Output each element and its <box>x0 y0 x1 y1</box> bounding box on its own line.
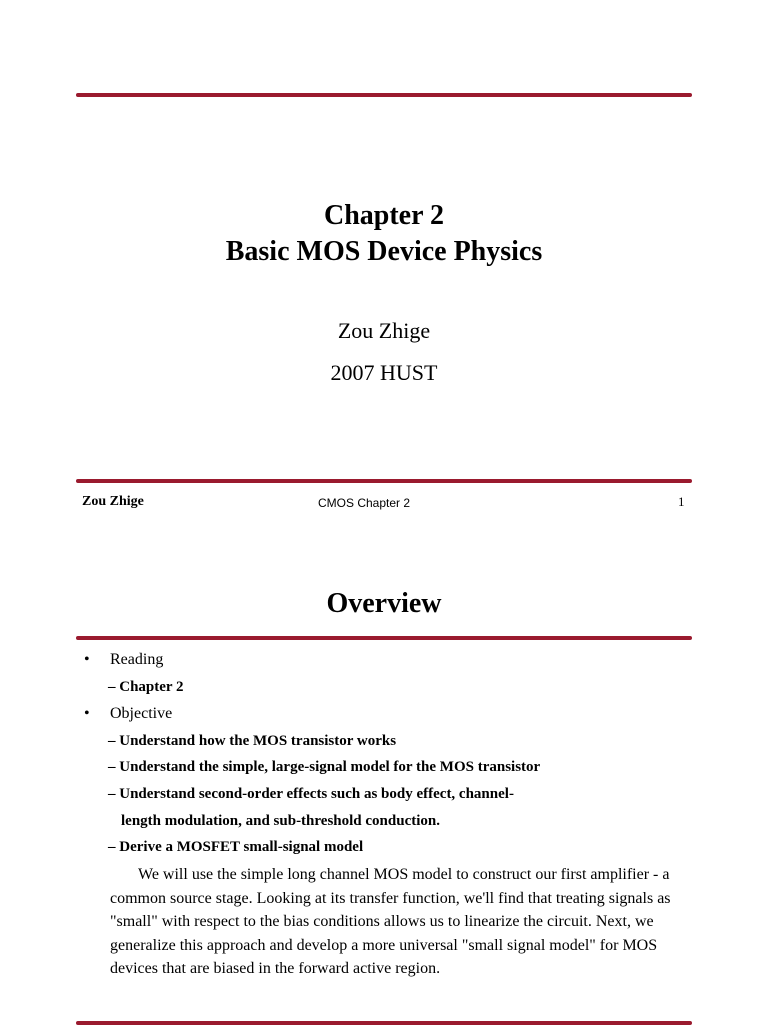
sub-item: – Chapter 2 <box>108 679 184 695</box>
year-institution: 2007 HUST <box>330 360 438 385</box>
overview-divider <box>76 636 692 640</box>
body-paragraph: We will use the simple long channel MOS model to construct our first amplifier - a common source stage. Looking at its transfer function, we'll find that treating signals as "small" with respect to the bias conditions allows us to linearize the circuit. Next, we generalize this approach and develop a more universal "small signal model" for MOS devices that are biased in the forward active region. <box>110 866 671 977</box>
sub-item-continuation: length modulation, and sub-threshold conduction. <box>121 813 440 829</box>
author-name: Zou Zhige <box>337 318 431 343</box>
page-number: 1 <box>678 494 685 509</box>
bullet-dot: • <box>84 651 90 668</box>
bullet-objective: Objective <box>110 705 173 722</box>
sub-item: – Derive a MOSFET small-signal model <box>108 839 364 855</box>
footer-author: Zou Zhige <box>82 494 144 509</box>
top-divider <box>76 93 692 97</box>
sub-item: – Understand how the MOS transistor works <box>108 733 397 749</box>
slide-title-chapter: Chapter 2 <box>323 200 445 231</box>
bullet-reading: Reading <box>110 651 164 668</box>
sub-item: – Understand second-order effects such as body effect, channel- <box>108 786 514 802</box>
bottom-divider <box>76 1021 692 1025</box>
sub-item: – Understand the simple, large-signal model for the MOS transistor <box>108 759 541 775</box>
overview-title: Overview <box>326 588 442 619</box>
footer-course: CMOS Chapter 2 <box>318 496 411 510</box>
footer-divider <box>76 479 692 483</box>
slide-title-topic: Basic MOS Device Physics <box>225 236 543 267</box>
bullet-dot: • <box>84 705 90 722</box>
